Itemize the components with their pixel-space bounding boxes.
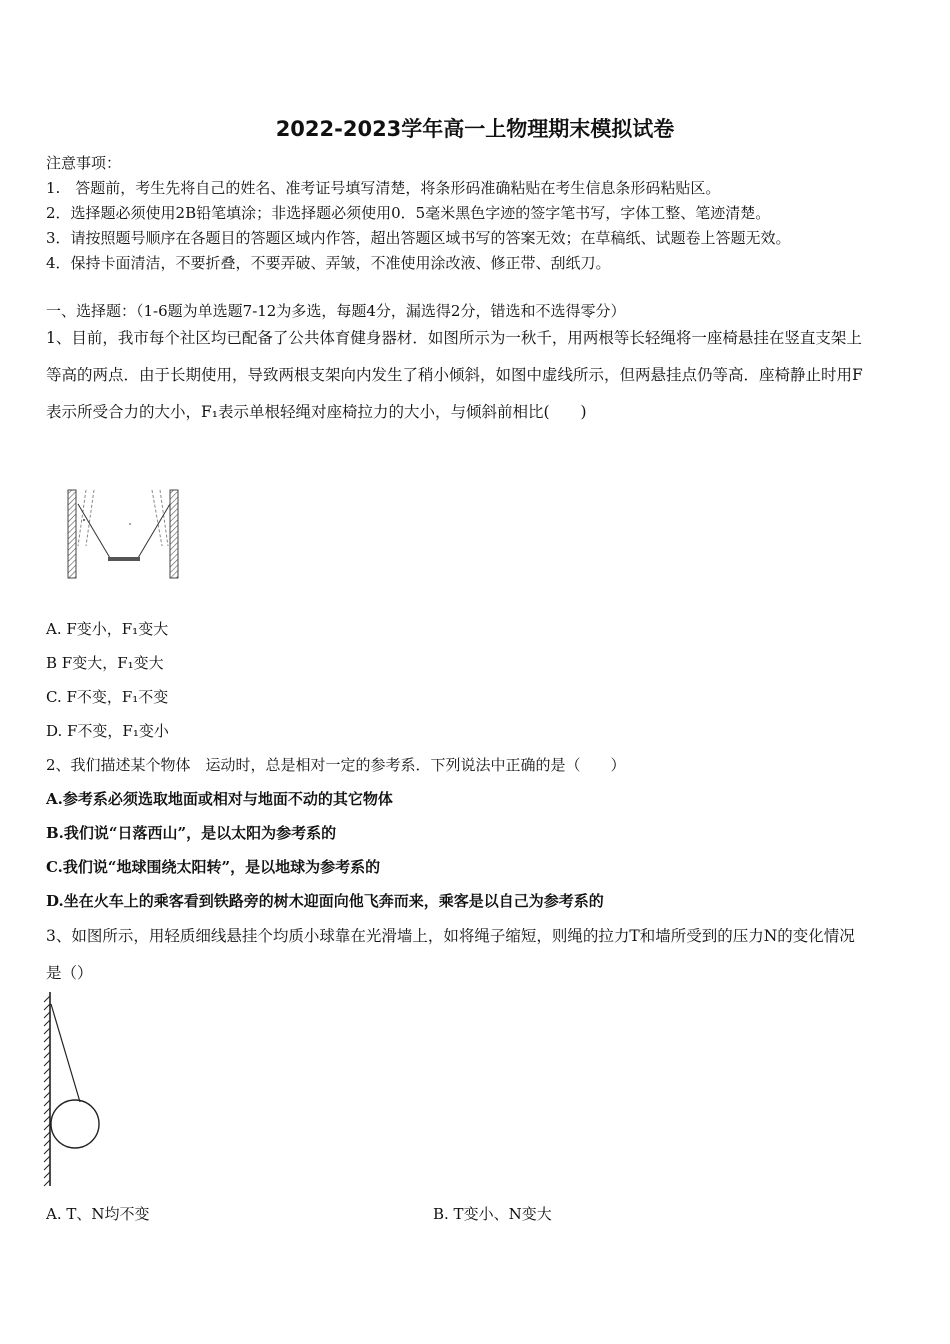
question-2-option-c[interactable]: C.我们说“地球围绕太阳转”，是以地球为参考系的 [46, 858, 381, 876]
wall [44, 992, 50, 1186]
notice-heading: 注意事项： [46, 154, 122, 172]
notice-item: 1. 答题前，考生先将自己的姓名、准考证号填写清楚，将条形码准确粘贴在考生信息条形码粘贴区。 [46, 179, 721, 197]
left-support [68, 490, 76, 578]
question-1-line: 表示所受合力的大小，F₁表示单根轻绳对座椅拉力的大小，与倾斜前相比( ) [46, 403, 587, 421]
swing-figure [64, 486, 186, 582]
question-2-option-a[interactable]: A.参考系必须选取地面或相对与地面不动的其它物体 [46, 790, 393, 808]
question-2-stem: 2、我们描述某个物体 运动时，总是相对一定的参考系．下列说法中正确的是（ ） [46, 756, 626, 774]
question-1-option-c[interactable]: C. F不变，F₁不变 [46, 688, 169, 706]
notice-item: 2．选择题必须使用2B铅笔填涂；非选择题必须使用0．5毫米黑色字迹的签字笔书写，字体工整、笔迹清楚。 [46, 204, 771, 222]
section-heading: 一、选择题：（1-6题为单选题7-12为多选，每题4分，漏选得2分，错选和不选得零分） [46, 302, 626, 320]
question-1-option-a[interactable]: A. F变小，F₁变大 [46, 620, 169, 638]
notice-item: 4．保持卡面清洁，不要折叠，不要弄破、弄皱，不准使用涂改液、修正带、刮纸刀。 [46, 254, 611, 272]
right-support [170, 490, 178, 578]
question-2-option-b[interactable]: B.我们说“日落西山”，是以太阳为参考系的 [46, 824, 337, 842]
question-3-option-a[interactable]: A. T、N均不变 [46, 1205, 150, 1223]
ball [51, 1100, 99, 1148]
question-2-option-d[interactable]: D.坐在火车上的乘客看到铁路旁的树木迎面向他飞奔而来，乘客是以自己为参考系的 [46, 892, 604, 910]
question-1-option-d[interactable]: D. F不变，F₁变小 [46, 722, 169, 740]
ball-wall-figure [40, 990, 110, 1190]
question-1-line: 等高的两点．由于长期使用，导致两根支架向内发生了稍小倾斜，如图中虚线所示，但两悬挂点仍等高．座椅静止时用F [46, 366, 863, 384]
question-3-line: 是（） [46, 964, 93, 982]
question-3-option-b[interactable]: B. T变小、N变大 [433, 1205, 552, 1223]
notice-item: 3．请按照题号顺序在各题目的答题区域内作答，超出答题区域书写的答案无效；在草稿纸、试题卷上答题无效。 [46, 229, 791, 247]
page-title: 2022-2023学年高一上物理期末模拟试卷 [275, 117, 675, 141]
question-1-option-b[interactable]: B F变大，F₁变大 [46, 654, 164, 672]
tilted-supports-dashed [78, 490, 168, 546]
string [51, 1004, 80, 1102]
question-1-line: 1、目前，我市每个社区均已配备了公共体育健身器材．如图所示为一秋千，用两根等长轻绳将一座椅悬挂在竖直支架上 [46, 329, 862, 347]
swing-seat [108, 557, 140, 561]
question-3-line: 3、如图所示，用轻质细线悬挂个均质小球靠在光滑墙上，如将绳子缩短，则绳的拉力T和墙所受到的压力N的变化情况 [46, 927, 855, 945]
